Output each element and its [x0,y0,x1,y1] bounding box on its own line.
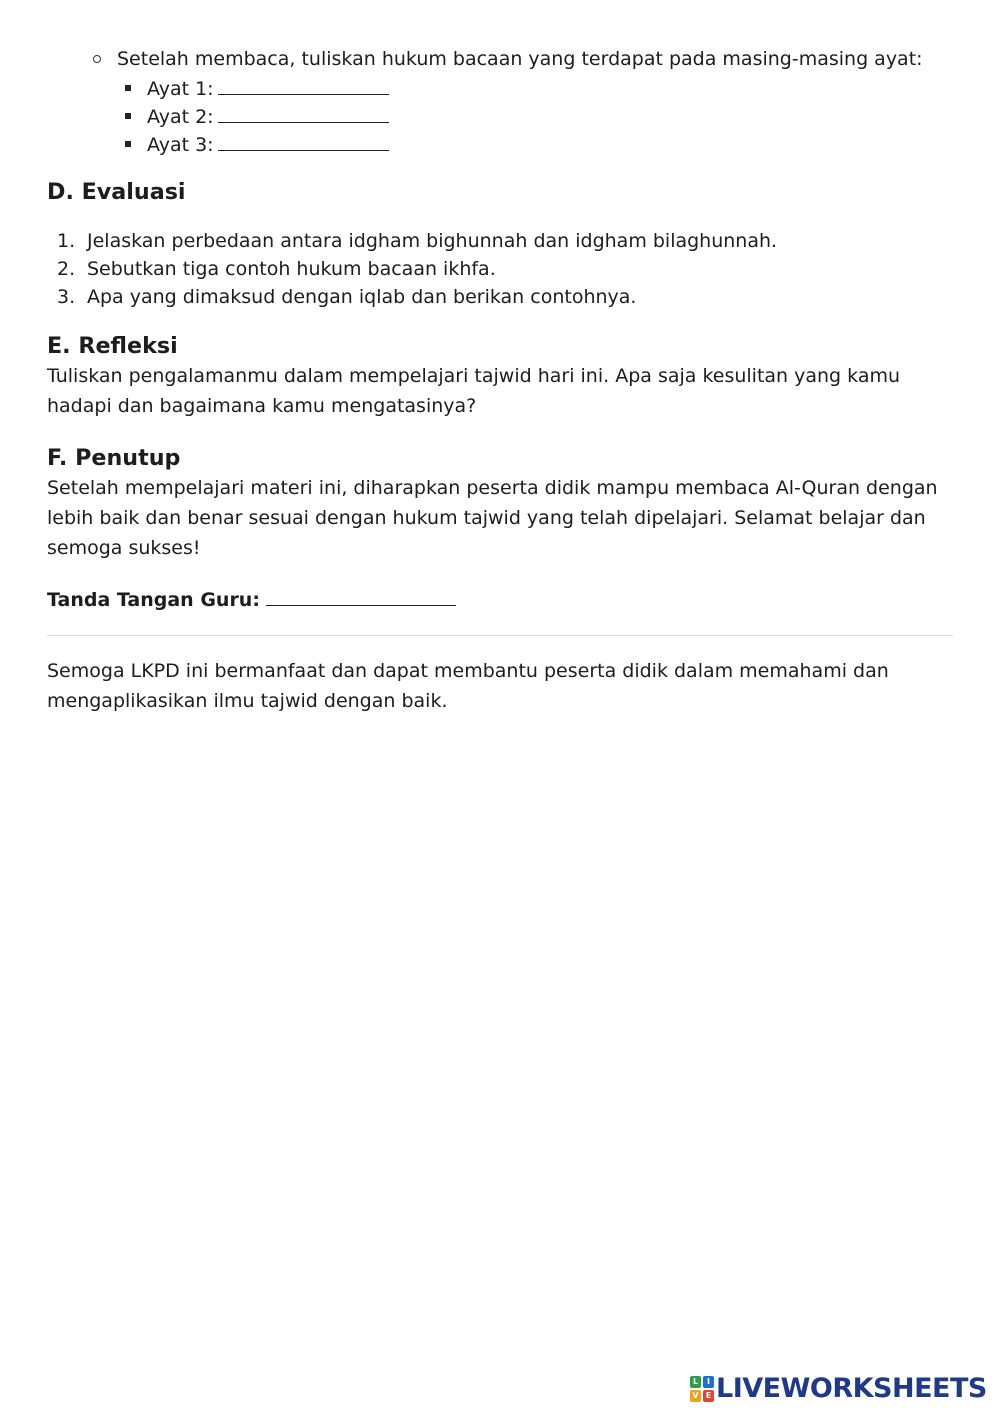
ayat-label: Ayat 3: [147,134,214,156]
liveworksheets-logo-text: LIVEWORKSHEETS [716,1373,987,1404]
logo-cell: E [703,1390,714,1402]
question-text: Apa yang dimaksud dengan iqlab dan berikan contohnya. [87,286,637,308]
activity-list [47,44,953,74]
ayat-label: Ayat 2: [147,106,214,128]
worksheet-page [47,44,953,716]
liveworksheets-logo [690,1372,987,1406]
ayat-answer-list [47,74,953,158]
signature-label: Tanda Tangan Guru: [47,589,260,611]
question-text: Jelaskan perbedaan antara idgham bighunnah dan idgham bilaghunnah. [87,230,778,252]
question-number: 3. [57,286,76,308]
ayat-item [47,130,953,158]
penutup-text: Setelah mempelajari materi ini, diharapkan peserta didik mampu membaca Al-Quran dengan lebih baik dan benar sesuai dengan hukum tajwid yang telah dipelajari. Selamat belajar dan semoga sukses! [47,477,938,559]
closing-text: Semoga LKPD ini bermanfaat dan dapat membantu peserta didik dalam memahami dan mengaplikasikan ilmu tajwid dengan baik. [47,660,889,712]
signature-line [47,585,953,615]
evaluasi-question-list [47,227,953,311]
activity-instruction-item [47,44,953,74]
refleksi-heading: E. Refleksi [47,333,178,359]
square-bullet-icon [125,85,131,91]
penutup-heading: F. Penutup [47,445,181,471]
logo-cell: V [690,1390,701,1402]
evaluasi-question [47,227,953,255]
ayat-2-answer-blank[interactable] [218,102,389,123]
evaluasi-heading: D. Evaluasi [47,179,186,205]
question-text: Sebutkan tiga contoh hukum bacaan ikhfa. [87,258,496,280]
square-bullet-icon [125,113,131,119]
logo-cell: L [690,1376,701,1388]
section-divider [47,635,953,636]
evaluasi-question [47,255,953,283]
ayat-item [47,74,953,102]
ayat-3-answer-blank[interactable] [218,130,389,151]
ayat-1-answer-blank[interactable] [218,74,389,95]
activity-instruction: Setelah membaca, tuliskan hukum bacaan yang terdapat pada masing-masing ayat: [117,48,923,70]
question-number: 1. [57,230,76,252]
square-bullet-icon [125,141,131,147]
circle-bullet-icon [93,55,101,63]
ayat-item [47,102,953,130]
liveworksheets-logo-icon [690,1376,714,1402]
signature-blank[interactable] [266,585,456,606]
ayat-label: Ayat 1: [147,78,214,100]
evaluasi-question [47,283,953,311]
refleksi-text: Tuliskan pengalamanmu dalam mempelajari tajwid hari ini. Apa saja kesulitan yang kamu hadapi dan bagaimana kamu mengatasinya? [47,365,901,417]
question-number: 2. [57,258,76,280]
logo-cell: I [703,1376,714,1388]
